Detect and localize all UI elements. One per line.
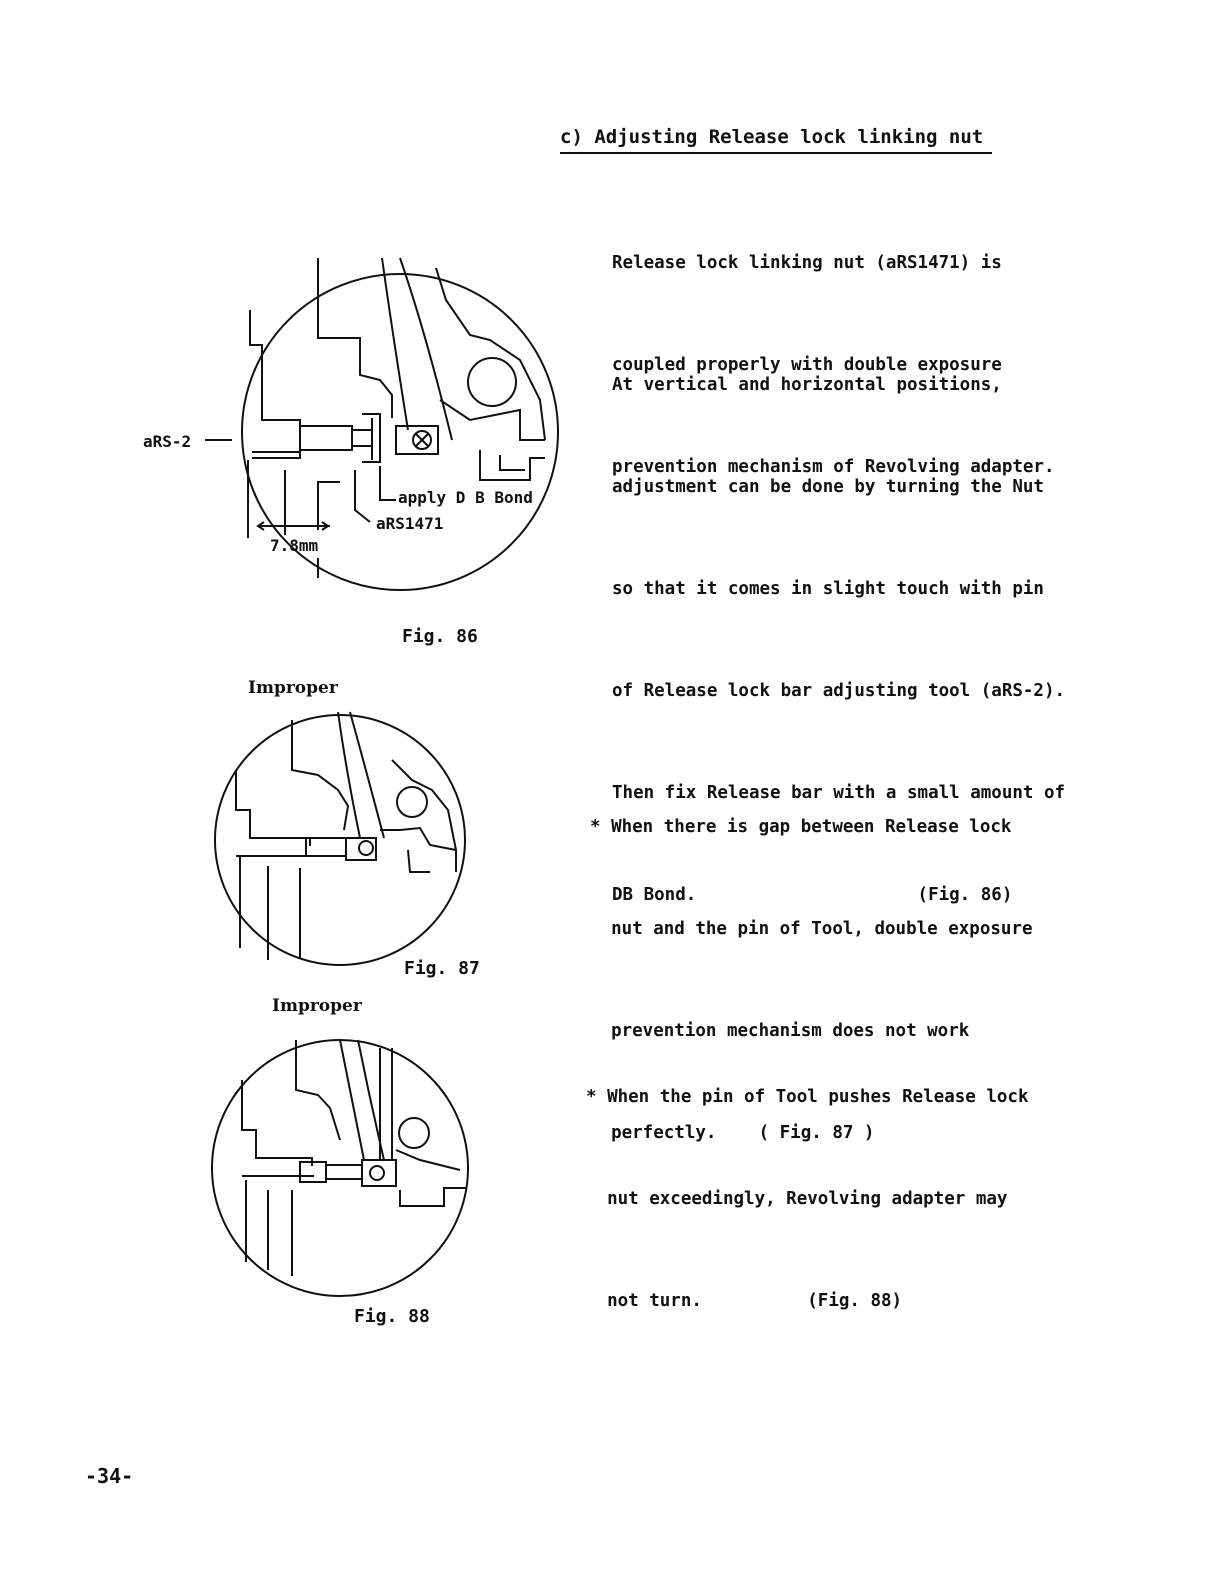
note-line: * When the pin of Tool pushes Release lock (586, 1087, 1029, 1107)
note-line: perfectly. ( Fig. 87 ) (590, 1123, 875, 1143)
fig86-label-nut: aRS1471 (376, 514, 444, 533)
paragraph-line: adjustment can be done by turning the Nut (612, 477, 1044, 497)
fig88-heading: Improper (272, 996, 362, 1016)
paragraph-line: Release lock linking nut (aRS1471) is (612, 253, 1002, 273)
paragraph-line: DB Bond. (Fig. 86) (612, 885, 1013, 905)
note-line: prevention mechanism does not work (590, 1021, 970, 1041)
note-line: nut and the pin of Tool, double exposure (590, 919, 1033, 939)
fig86-label-bond: apply D B Bond (398, 488, 533, 507)
note-line: not turn. (Fig. 88) (586, 1291, 903, 1311)
paragraph-line: At vertical and horizontal positions, (612, 375, 1002, 395)
section-heading: c) Adjusting Release lock linking nut (560, 126, 992, 154)
fig87-caption: Fig. 87 (404, 958, 480, 979)
note-line: nut exceedingly, Revolving adapter may (586, 1189, 1008, 1209)
fig88-note (586, 1012, 1029, 1352)
paragraph-line: Then fix Release bar with a small amount of (612, 783, 1066, 803)
fig86-caption: Fig. 86 (402, 626, 478, 647)
page-number: -34- (85, 1464, 134, 1488)
fig87-heading: Improper (248, 678, 338, 698)
fig86-label-dimension: 7.8mm (270, 536, 319, 555)
paragraph-line: so that it comes in slight touch with pin (612, 579, 1044, 599)
fig86-label-tool: aRS-2 (143, 432, 192, 451)
fig88-caption: Fig. 88 (354, 1306, 430, 1327)
note-line: * When there is gap between Release lock (590, 817, 1012, 837)
paragraph-line: of Release lock bar adjusting tool (aRS-2). (612, 681, 1066, 701)
paragraph-line: prevention mechanism of Revolving adapter. (612, 457, 1055, 477)
paragraph-line: coupled properly with double exposure (612, 355, 1002, 375)
